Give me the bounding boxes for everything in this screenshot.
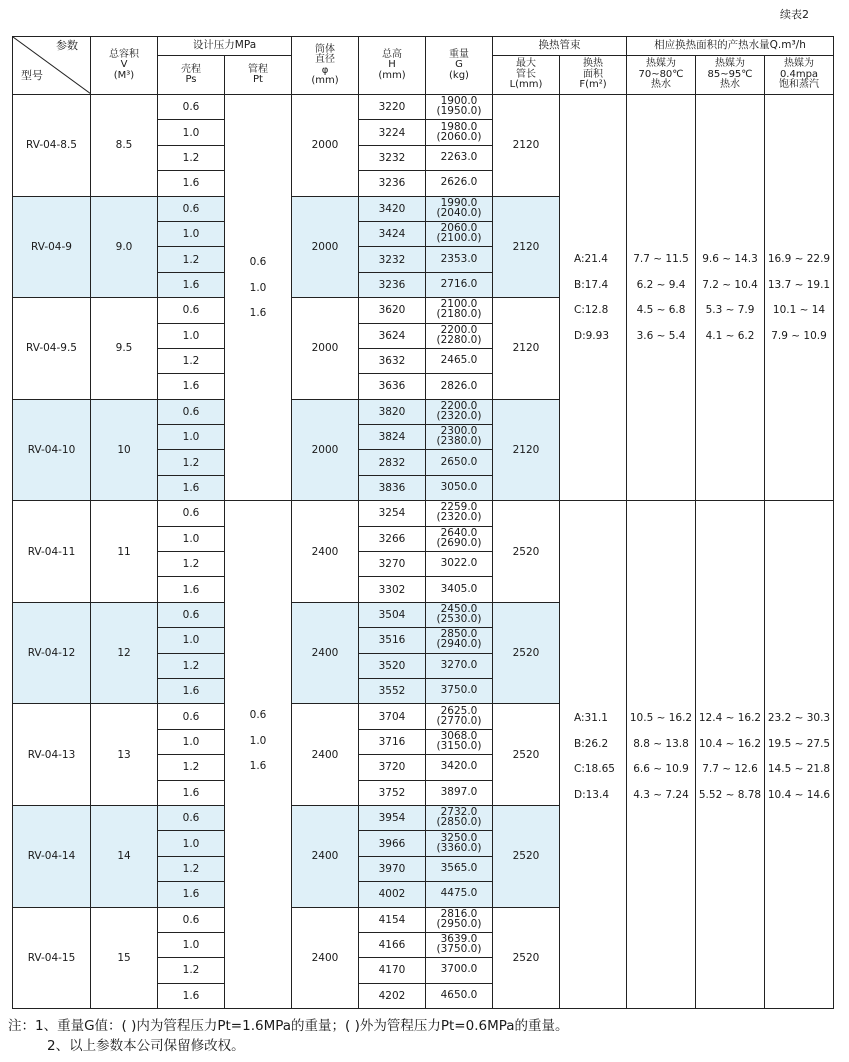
shell-pressure-cell: 0.6 (158, 196, 225, 221)
height-cell: 3520 (359, 653, 426, 678)
weight-value: 3700.0 (440, 963, 478, 976)
weight-value: 3897.0 (440, 785, 478, 798)
weight-value: 2650.0 (440, 455, 478, 468)
model-cell: RV-04-14 (13, 805, 91, 907)
weight-cell (426, 196, 493, 221)
weight-value: 2200.0 (440, 399, 478, 412)
weight-value-high-pressure: (3150.0) (436, 739, 482, 752)
weight-cell (426, 450, 493, 475)
weight-value-high-pressure: (2530.0) (436, 613, 482, 625)
area-header: 换热 面积 F(m²) (560, 56, 627, 95)
shell-pressure-cell: 1.0 (158, 831, 225, 856)
weight-value: 2200.0 (440, 323, 478, 336)
model-cell: RV-04-11 (13, 501, 91, 603)
diameter-header: 筒体 直径 φ (mm) (292, 37, 359, 95)
weight-cell (426, 145, 493, 170)
weight-cell (426, 577, 493, 602)
hw2-list (696, 95, 764, 349)
area-value: B:17.4 (574, 278, 609, 291)
output-value: 5.3 ~ 7.9 (705, 304, 755, 317)
model-cell: RV-04-13 (13, 704, 91, 806)
hw1-list (627, 501, 695, 808)
weight-value: 2625.0 (440, 704, 478, 717)
model-cell: RV-04-9 (13, 196, 91, 298)
weight-value: 2259.0 (440, 501, 478, 514)
output-value: 9.6 ~ 14.3 (702, 253, 758, 265)
volume-cell: 9.5 (91, 298, 158, 400)
param-model-diagonal-header (13, 37, 91, 95)
weight-cell (426, 526, 493, 551)
weight-value: 3250.0 (440, 831, 478, 844)
weight-cell (426, 95, 493, 120)
weight-value: 2816.0 (440, 907, 478, 920)
weight-value: 4475.0 (440, 887, 478, 900)
height-cell: 3820 (359, 399, 426, 424)
volume-cell: 10 (91, 399, 158, 501)
weight-value-high-pressure: (2100.0) (436, 232, 482, 245)
output-value: 7.2 ~ 10.4 (702, 278, 758, 291)
weight-value: 3750.0 (440, 684, 478, 697)
pressure-header: 设计压力MPa (158, 37, 292, 56)
weight-value: 2100.0 (440, 298, 478, 311)
output-value: 6.2 ~ 9.4 (636, 278, 686, 291)
weight-header: 重量 G (kg) (426, 37, 493, 95)
shell-pressure-cell: 1.2 (158, 145, 225, 170)
output-value: 19.5 ~ 27.5 (767, 737, 831, 750)
weight-value: 3405.0 (440, 582, 478, 595)
hw2-list (696, 501, 764, 808)
weight-cell (426, 221, 493, 246)
param-label: 参数 (56, 39, 78, 52)
shell-pressure-cell: 1.6 (158, 475, 225, 500)
max-length-header: 最大 管长 L(mm) (493, 56, 560, 95)
steam-header: 热媒为 0.4mpa 饱和蒸汽 (765, 56, 834, 95)
weight-value-high-pressure: (3750.0) (436, 943, 482, 956)
note-2: 2、以上参数本公司保留修改权。 (47, 1038, 245, 1054)
height-cell: 3504 (359, 602, 426, 627)
output-value: 8.8 ~ 13.8 (633, 737, 689, 750)
output-value: 13.7 ~ 19.1 (767, 278, 831, 291)
diameter-cell: 2000 (292, 298, 359, 400)
output-value: 7.7 ~ 11.5 (633, 253, 689, 265)
tube-pressure-value: 0.6 (249, 256, 267, 268)
weight-cell (426, 856, 493, 881)
shell-pressure-cell: 1.2 (158, 653, 225, 678)
areas-list (560, 501, 626, 808)
height-cell: 3232 (359, 247, 426, 272)
weight-value: 3022.0 (440, 557, 478, 570)
output-value: 10.4 ~ 14.6 (767, 789, 831, 802)
height-cell: 3220 (359, 95, 426, 120)
notes (8, 1016, 569, 1056)
height-cell: 3552 (359, 678, 426, 703)
height-cell: 2832 (359, 450, 426, 475)
weight-cell (426, 780, 493, 805)
volume-cell: 14 (91, 805, 158, 907)
weight-value: 4650.0 (440, 988, 478, 1001)
continued-table-label: 续表2 (780, 8, 809, 21)
model-cell: RV-04-15 (13, 907, 91, 1009)
shell-pressure-cell: 1.0 (158, 932, 225, 957)
diameter-cell: 2400 (292, 501, 359, 603)
volume-cell: 11 (91, 501, 158, 603)
weight-value: 2300.0 (440, 425, 478, 438)
weight-cell (426, 425, 493, 450)
height-cell: 3254 (359, 501, 426, 526)
hw1-list (627, 95, 695, 349)
weight-cell (426, 374, 493, 399)
hw1-output-cell (627, 501, 696, 1009)
weight-value: 2640.0 (440, 526, 478, 539)
weight-value: 3050.0 (440, 481, 478, 494)
tube-pressure-value: 1.0 (249, 734, 267, 747)
output-value: 4.3 ~ 7.24 (633, 789, 689, 802)
model-cell: RV-04-8.5 (13, 95, 91, 197)
height-cell: 3424 (359, 221, 426, 246)
area-cell (560, 95, 627, 501)
model-cell: RV-04-10 (13, 399, 91, 501)
shell-pressure-cell: 0.6 (158, 399, 225, 424)
shell-pressure-cell: 1.2 (158, 247, 225, 272)
note-1: 注：1、重量G值：( )内为管程压力Pt=1.6MPa的重量；( )外为管程压力Pt=0.6MPa的重量。 (8, 1018, 569, 1034)
area-value: D:9.93 (574, 329, 610, 342)
shell-pressure-cell: 1.2 (158, 552, 225, 577)
weight-value-high-pressure: (2280.0) (436, 333, 482, 346)
weight-value-high-pressure: (2060.0) (436, 130, 482, 143)
weight-value: 2850.0 (440, 628, 478, 641)
max-length-cell: 2520 (493, 501, 560, 603)
shell-pressure-cell: 1.6 (158, 678, 225, 703)
max-length-cell: 2520 (493, 805, 560, 907)
shell-pressure-cell: 1.2 (158, 958, 225, 983)
weight-cell (426, 298, 493, 323)
weight-value-high-pressure: (3360.0) (436, 841, 482, 854)
height-cell: 3236 (359, 171, 426, 196)
tube-pressure-header: 管程 Pt (225, 56, 292, 95)
table-row (13, 501, 834, 526)
weight-cell (426, 958, 493, 983)
diameter-cell: 2000 (292, 399, 359, 501)
weight-value: 2353.0 (440, 252, 478, 265)
max-length-cell: 2520 (493, 602, 560, 704)
output-value: 10.5 ~ 16.2 (629, 712, 693, 725)
volume-cell: 12 (91, 602, 158, 704)
tube-pressure-value: 1.6 (249, 307, 267, 320)
hw2-output-cell (696, 95, 765, 501)
tube-pressure-value: 1.0 (249, 281, 267, 294)
area-value: D:13.4 (574, 789, 610, 802)
weight-value-high-pressure: (2180.0) (436, 308, 482, 321)
model-label: 型号 (21, 69, 43, 83)
shell-pressure-cell: 1.2 (158, 856, 225, 881)
shell-pressure-cell: 1.2 (158, 348, 225, 373)
height-cell: 3302 (359, 577, 426, 602)
height-cell: 4170 (359, 958, 426, 983)
weight-value-high-pressure: (2950.0) (436, 917, 482, 930)
diameter-cell: 2000 (292, 95, 359, 197)
shell-pressure-cell: 1.0 (158, 526, 225, 551)
weight-value: 2626.0 (440, 176, 478, 189)
weight-value-high-pressure: (2320.0) (436, 511, 482, 524)
shell-pressure-header: 壳程 Ps (158, 56, 225, 95)
height-cell: 3716 (359, 729, 426, 754)
weight-cell (426, 729, 493, 754)
output-header: 相应换热面积的产热水量Q.m³/h (627, 37, 834, 56)
shell-pressure-cell: 1.6 (158, 272, 225, 297)
max-length-cell: 2120 (493, 298, 560, 400)
shell-pressure-cell: 1.6 (158, 374, 225, 399)
height-cell: 3620 (359, 298, 426, 323)
output-value: 23.2 ~ 30.3 (767, 712, 831, 725)
shell-pressure-cell: 1.6 (158, 983, 225, 1008)
weight-value: 3565.0 (440, 861, 478, 874)
weight-cell (426, 831, 493, 856)
weight-value-high-pressure: (2770.0) (436, 714, 482, 727)
weight-cell (426, 983, 493, 1008)
height-cell: 4154 (359, 907, 426, 932)
height-cell: 3836 (359, 475, 426, 500)
weight-cell (426, 323, 493, 348)
shell-pressure-cell: 0.6 (158, 298, 225, 323)
max-length-cell: 2120 (493, 196, 560, 298)
max-length-cell: 2120 (493, 95, 560, 197)
shell-pressure-cell: 1.2 (158, 755, 225, 780)
volume-cell: 9.0 (91, 196, 158, 298)
weight-value: 1900.0 (440, 95, 478, 108)
shell-pressure-cell: 1.0 (158, 425, 225, 450)
shell-pressure-cell: 1.0 (158, 120, 225, 145)
output-value: 14.5 ~ 21.8 (767, 763, 831, 776)
spec-table-body (13, 95, 834, 1009)
weight-cell (426, 907, 493, 932)
output-value: 16.9 ~ 22.9 (767, 253, 831, 265)
height-cell: 4166 (359, 932, 426, 957)
weight-value-high-pressure: (2690.0) (436, 536, 482, 549)
height-cell: 4202 (359, 983, 426, 1008)
weight-value: 1990.0 (440, 196, 478, 209)
volume-cell: 15 (91, 907, 158, 1009)
weight-value: 3420.0 (440, 760, 478, 773)
tube-pressure-cell (225, 501, 292, 1009)
weight-cell (426, 678, 493, 703)
areas-list (560, 95, 626, 349)
steam-output-cell (765, 501, 834, 1009)
steam-output-cell (765, 95, 834, 501)
diameter-cell: 2400 (292, 704, 359, 806)
weight-cell (426, 272, 493, 297)
height-cell: 3720 (359, 755, 426, 780)
table-row (13, 95, 834, 120)
output-value: 3.6 ~ 5.4 (636, 329, 686, 342)
volume-cell: 13 (91, 704, 158, 806)
weight-value: 2732.0 (440, 806, 478, 819)
diagonal-line (13, 37, 91, 94)
height-cell: 3824 (359, 425, 426, 450)
height-cell: 3516 (359, 628, 426, 653)
shell-pressure-cell: 0.6 (158, 602, 225, 627)
output-value: 7.9 ~ 10.9 (771, 329, 827, 342)
height-cell: 3752 (359, 780, 426, 805)
height-cell: 3224 (359, 120, 426, 145)
weight-cell (426, 755, 493, 780)
shell-pressure-cell: 0.6 (158, 95, 225, 120)
weight-value-high-pressure: (1950.0) (436, 105, 482, 118)
weight-cell (426, 628, 493, 653)
model-cell: RV-04-9.5 (13, 298, 91, 400)
shell-pressure-cell: 0.6 (158, 501, 225, 526)
weight-cell (426, 552, 493, 577)
weight-value: 2263.0 (440, 150, 478, 163)
height-cell: 3632 (359, 348, 426, 373)
shell-pressure-cell: 1.6 (158, 171, 225, 196)
weight-cell (426, 348, 493, 373)
shell-pressure-cell: 1.2 (158, 450, 225, 475)
height-cell: 3954 (359, 805, 426, 830)
weight-value: 2826.0 (440, 379, 478, 392)
weight-cell (426, 171, 493, 196)
diameter-cell: 2400 (292, 907, 359, 1009)
steam-list (765, 501, 833, 808)
output-value: 7.7 ~ 12.6 (702, 763, 758, 776)
output-value: 10.1 ~ 14 (772, 304, 826, 317)
max-length-cell: 2520 (493, 704, 560, 806)
height-cell: 3966 (359, 831, 426, 856)
weight-cell (426, 882, 493, 907)
weight-value-high-pressure: (2320.0) (436, 409, 482, 422)
output-value: 6.6 ~ 10.9 (633, 763, 689, 776)
output-value: 4.1 ~ 6.2 (705, 329, 755, 342)
shell-pressure-cell: 0.6 (158, 907, 225, 932)
weight-cell (426, 932, 493, 957)
weight-value: 2060.0 (440, 222, 478, 235)
weight-cell (426, 602, 493, 627)
height-header: 总高 H (mm) (359, 37, 426, 95)
volume-cell: 8.5 (91, 95, 158, 197)
area-cell (560, 501, 627, 1009)
output-value: 12.4 ~ 16.2 (698, 712, 762, 725)
height-cell: 3236 (359, 272, 426, 297)
weight-cell (426, 805, 493, 830)
area-value: B:26.2 (574, 737, 609, 750)
height-cell: 3270 (359, 552, 426, 577)
weight-value: 2465.0 (440, 354, 478, 367)
weight-cell (426, 399, 493, 424)
weight-value: 3639.0 (440, 933, 478, 946)
weight-value: 3068.0 (440, 729, 478, 742)
weight-cell (426, 704, 493, 729)
shell-pressure-cell: 1.6 (158, 882, 225, 907)
tube-pressure-value: 1.6 (249, 760, 267, 773)
output-value: 4.5 ~ 6.8 (636, 304, 686, 317)
max-length-cell: 2120 (493, 399, 560, 501)
weight-cell (426, 475, 493, 500)
hw1-output-cell (627, 95, 696, 501)
shell-pressure-cell: 1.6 (158, 577, 225, 602)
shell-pressure-cell: 0.6 (158, 805, 225, 830)
height-cell: 3636 (359, 374, 426, 399)
diameter-cell: 2000 (292, 196, 359, 298)
weight-value: 2450.0 (440, 603, 478, 616)
hot-water-85-95-header: 热媒为 85~95℃ 热水 (696, 56, 765, 95)
weight-value-high-pressure: (2940.0) (436, 638, 482, 651)
hot-water-70-80-header: 热媒为 70~80℃ 热水 (627, 56, 696, 95)
shell-pressure-cell: 1.0 (158, 628, 225, 653)
weight-value-high-pressure: (2850.0) (436, 816, 482, 829)
area-value: A:31.1 (574, 712, 608, 725)
steam-list (765, 95, 833, 349)
shell-pressure-cell: 1.0 (158, 323, 225, 348)
height-cell: 4002 (359, 882, 426, 907)
area-value: C:18.65 (574, 763, 615, 776)
shell-pressure-cell: 1.0 (158, 221, 225, 246)
model-cell: RV-04-12 (13, 602, 91, 704)
diameter-cell: 2400 (292, 805, 359, 907)
weight-cell (426, 501, 493, 526)
spec-table (12, 36, 834, 1009)
hw2-output-cell (696, 501, 765, 1009)
height-cell: 3624 (359, 323, 426, 348)
height-cell: 3232 (359, 145, 426, 170)
height-cell: 3266 (359, 526, 426, 551)
shell-pressure-cell: 1.0 (158, 729, 225, 754)
max-length-cell: 2520 (493, 907, 560, 1009)
area-value: C:12.8 (574, 304, 609, 317)
shell-pressure-cell: 0.6 (158, 704, 225, 729)
diameter-cell: 2400 (292, 602, 359, 704)
output-value: 5.52 ~ 8.78 (698, 789, 762, 802)
weight-value-high-pressure: (2040.0) (436, 206, 482, 219)
weight-cell (426, 653, 493, 678)
weight-cell (426, 247, 493, 272)
weight-value: 1980.0 (440, 120, 478, 133)
tube-pressure-value: 0.6 (249, 709, 267, 722)
weight-value: 3270.0 (440, 658, 478, 671)
weight-cell (426, 120, 493, 145)
height-cell: 3970 (359, 856, 426, 881)
shell-pressure-cell: 1.6 (158, 780, 225, 805)
output-value: 10.4 ~ 16.2 (698, 737, 762, 750)
height-cell: 3420 (359, 196, 426, 221)
header-row-1 (13, 37, 834, 56)
area-value: A:21.4 (574, 253, 608, 265)
weight-value-high-pressure: (2380.0) (436, 435, 482, 448)
weight-value: 2716.0 (440, 277, 478, 290)
height-cell: 3704 (359, 704, 426, 729)
tube-bundle-header: 换热管束 (493, 37, 627, 56)
volume-header: 总容积 V (M³) (91, 37, 158, 95)
tube-pressure-cell (225, 95, 292, 501)
